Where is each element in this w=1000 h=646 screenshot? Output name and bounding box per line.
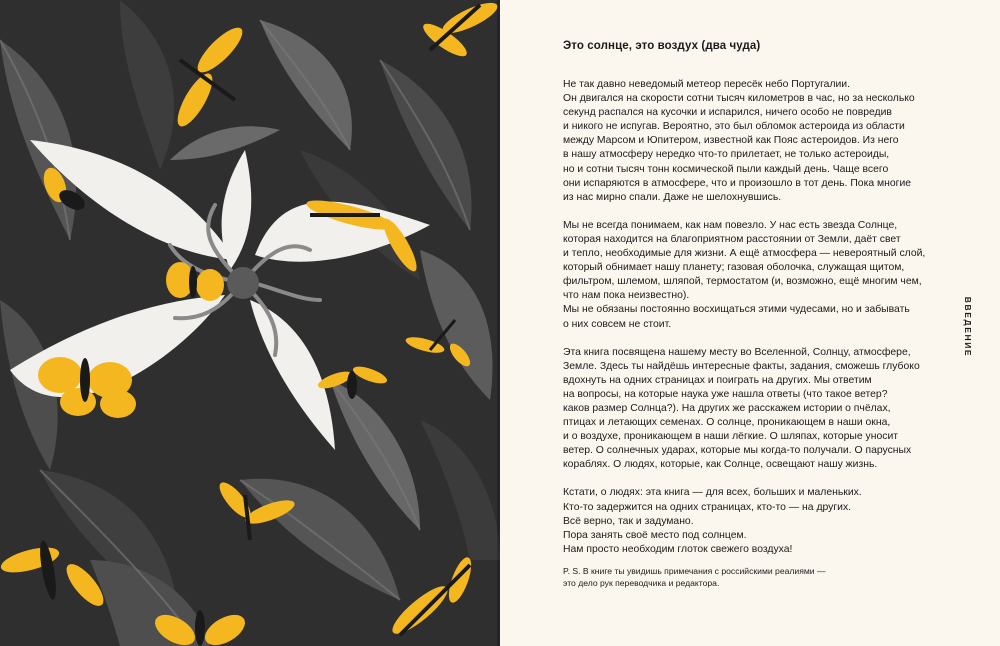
lily-center <box>227 267 259 299</box>
postscript-note <box>563 566 893 589</box>
text-line: и о воздухе, проникающем в наши лёгкие. О шляпах, которые уносит <box>563 431 899 443</box>
text-line: Кто-то задержится на одних страницах, кто-то — на других. <box>563 501 852 513</box>
text-line: между Марсом и Юпитером, известной как Пояс астероидов. Из него <box>563 135 899 147</box>
text-line: на вопросы, на которые наука уже нашла ответы (что такое ветер? <box>563 388 888 400</box>
text-line: вдохнуть на одних страницах и поиграть на других. Мы ответим <box>563 374 872 386</box>
text-line: P. S. В книге ты увидишь примечания с российскими реалиями — <box>563 566 826 576</box>
text-line: птицах и летающих семенах. О солнце, проникающем в наши окна, <box>563 417 891 429</box>
text-line: но и сотни тысяч тонн космической пыли каждый день. Чаще всего <box>563 163 889 175</box>
text-line: ветер. О солнечных ударах, которые мы когда-то получали. О парусных <box>563 445 912 457</box>
text-line: о них совсем не стоит. <box>563 318 672 330</box>
text-line: Не так давно неведомый метеор пересёк небо Португалии. <box>563 79 850 90</box>
paragraph-4 <box>563 486 948 556</box>
paragraph-1 <box>563 78 948 205</box>
paragraph-3 <box>563 346 948 473</box>
article-title: Это солнце, это воздух (два чуда) <box>563 40 761 52</box>
text-line: которая находится на благоприятном расстоянии от Земли, даёт свет <box>563 233 901 245</box>
text-line: Он двигался на скорости сотни тысяч километров в час, но за несколько <box>563 93 915 105</box>
section-label <box>961 297 975 357</box>
article <box>563 40 948 571</box>
text-line: и никого не испугав. Вероятно, это был обломок астероида из области <box>563 121 905 133</box>
text-line: они испаряются в атмосфере, что и произошло в тот день. Пока многие <box>563 177 912 189</box>
text-line: Земле. Здесь ты найдёшь интересные факты, задания, сможешь глубоко <box>563 360 920 372</box>
paragraph-2 <box>563 219 948 332</box>
text-line: и тепло, необходимые для жизни. А ещё атмосфера — невероятный слой, <box>563 248 926 260</box>
text-line: Эта книга посвящена нашему месту во Вселенной, Солнцу, атмосфере, <box>563 346 911 358</box>
text-page <box>500 0 1000 646</box>
text-line: Мы не всегда понимаем, как нам повезло. У нас есть звезда Солнце, <box>563 219 898 231</box>
text-line: секунд распался на кусочки и испарился, ничего особо не повредив <box>563 107 892 119</box>
text-line: кораблях. О людях, которые, как Солнце, освещают нашу жизнь. <box>563 459 878 471</box>
text-line: в нашу атмосферу нередко что-то прилетает, не только астероиды, <box>563 149 890 161</box>
text-line: из нас мирно спали. Даже не шелохнувшись. <box>563 191 782 203</box>
text-line: каков размер Солнца?). На других же расскажем истории о пчёлах, <box>563 402 891 414</box>
text-line: Всё верно, так и задумано. <box>563 515 694 527</box>
text-line: что нам пока неизвестно). <box>563 290 690 302</box>
text-line: Пора занять своё место под солнцем. <box>563 529 747 541</box>
text-line: фильтром, шлемом, шляпой, термостатом (и, возможно, ещё многим чем, <box>563 276 922 288</box>
text-line: Нам просто необходим глоток свежего воздуха! <box>563 543 793 555</box>
section-label-text: ВВЕДЕНИЕ <box>963 296 973 358</box>
text-line: Кстати, о людях: эта книга — для всех, больших и маленьких. <box>563 487 862 499</box>
text-line: Мы не обязаны постоянно восхищаться этими чудесами, но и забывать <box>563 304 910 316</box>
text-line: это дело рук переводчика и редактора. <box>563 577 720 588</box>
text-line: который обнимает нашу планету; газовая оболочка, служащая щитом, <box>563 262 905 274</box>
